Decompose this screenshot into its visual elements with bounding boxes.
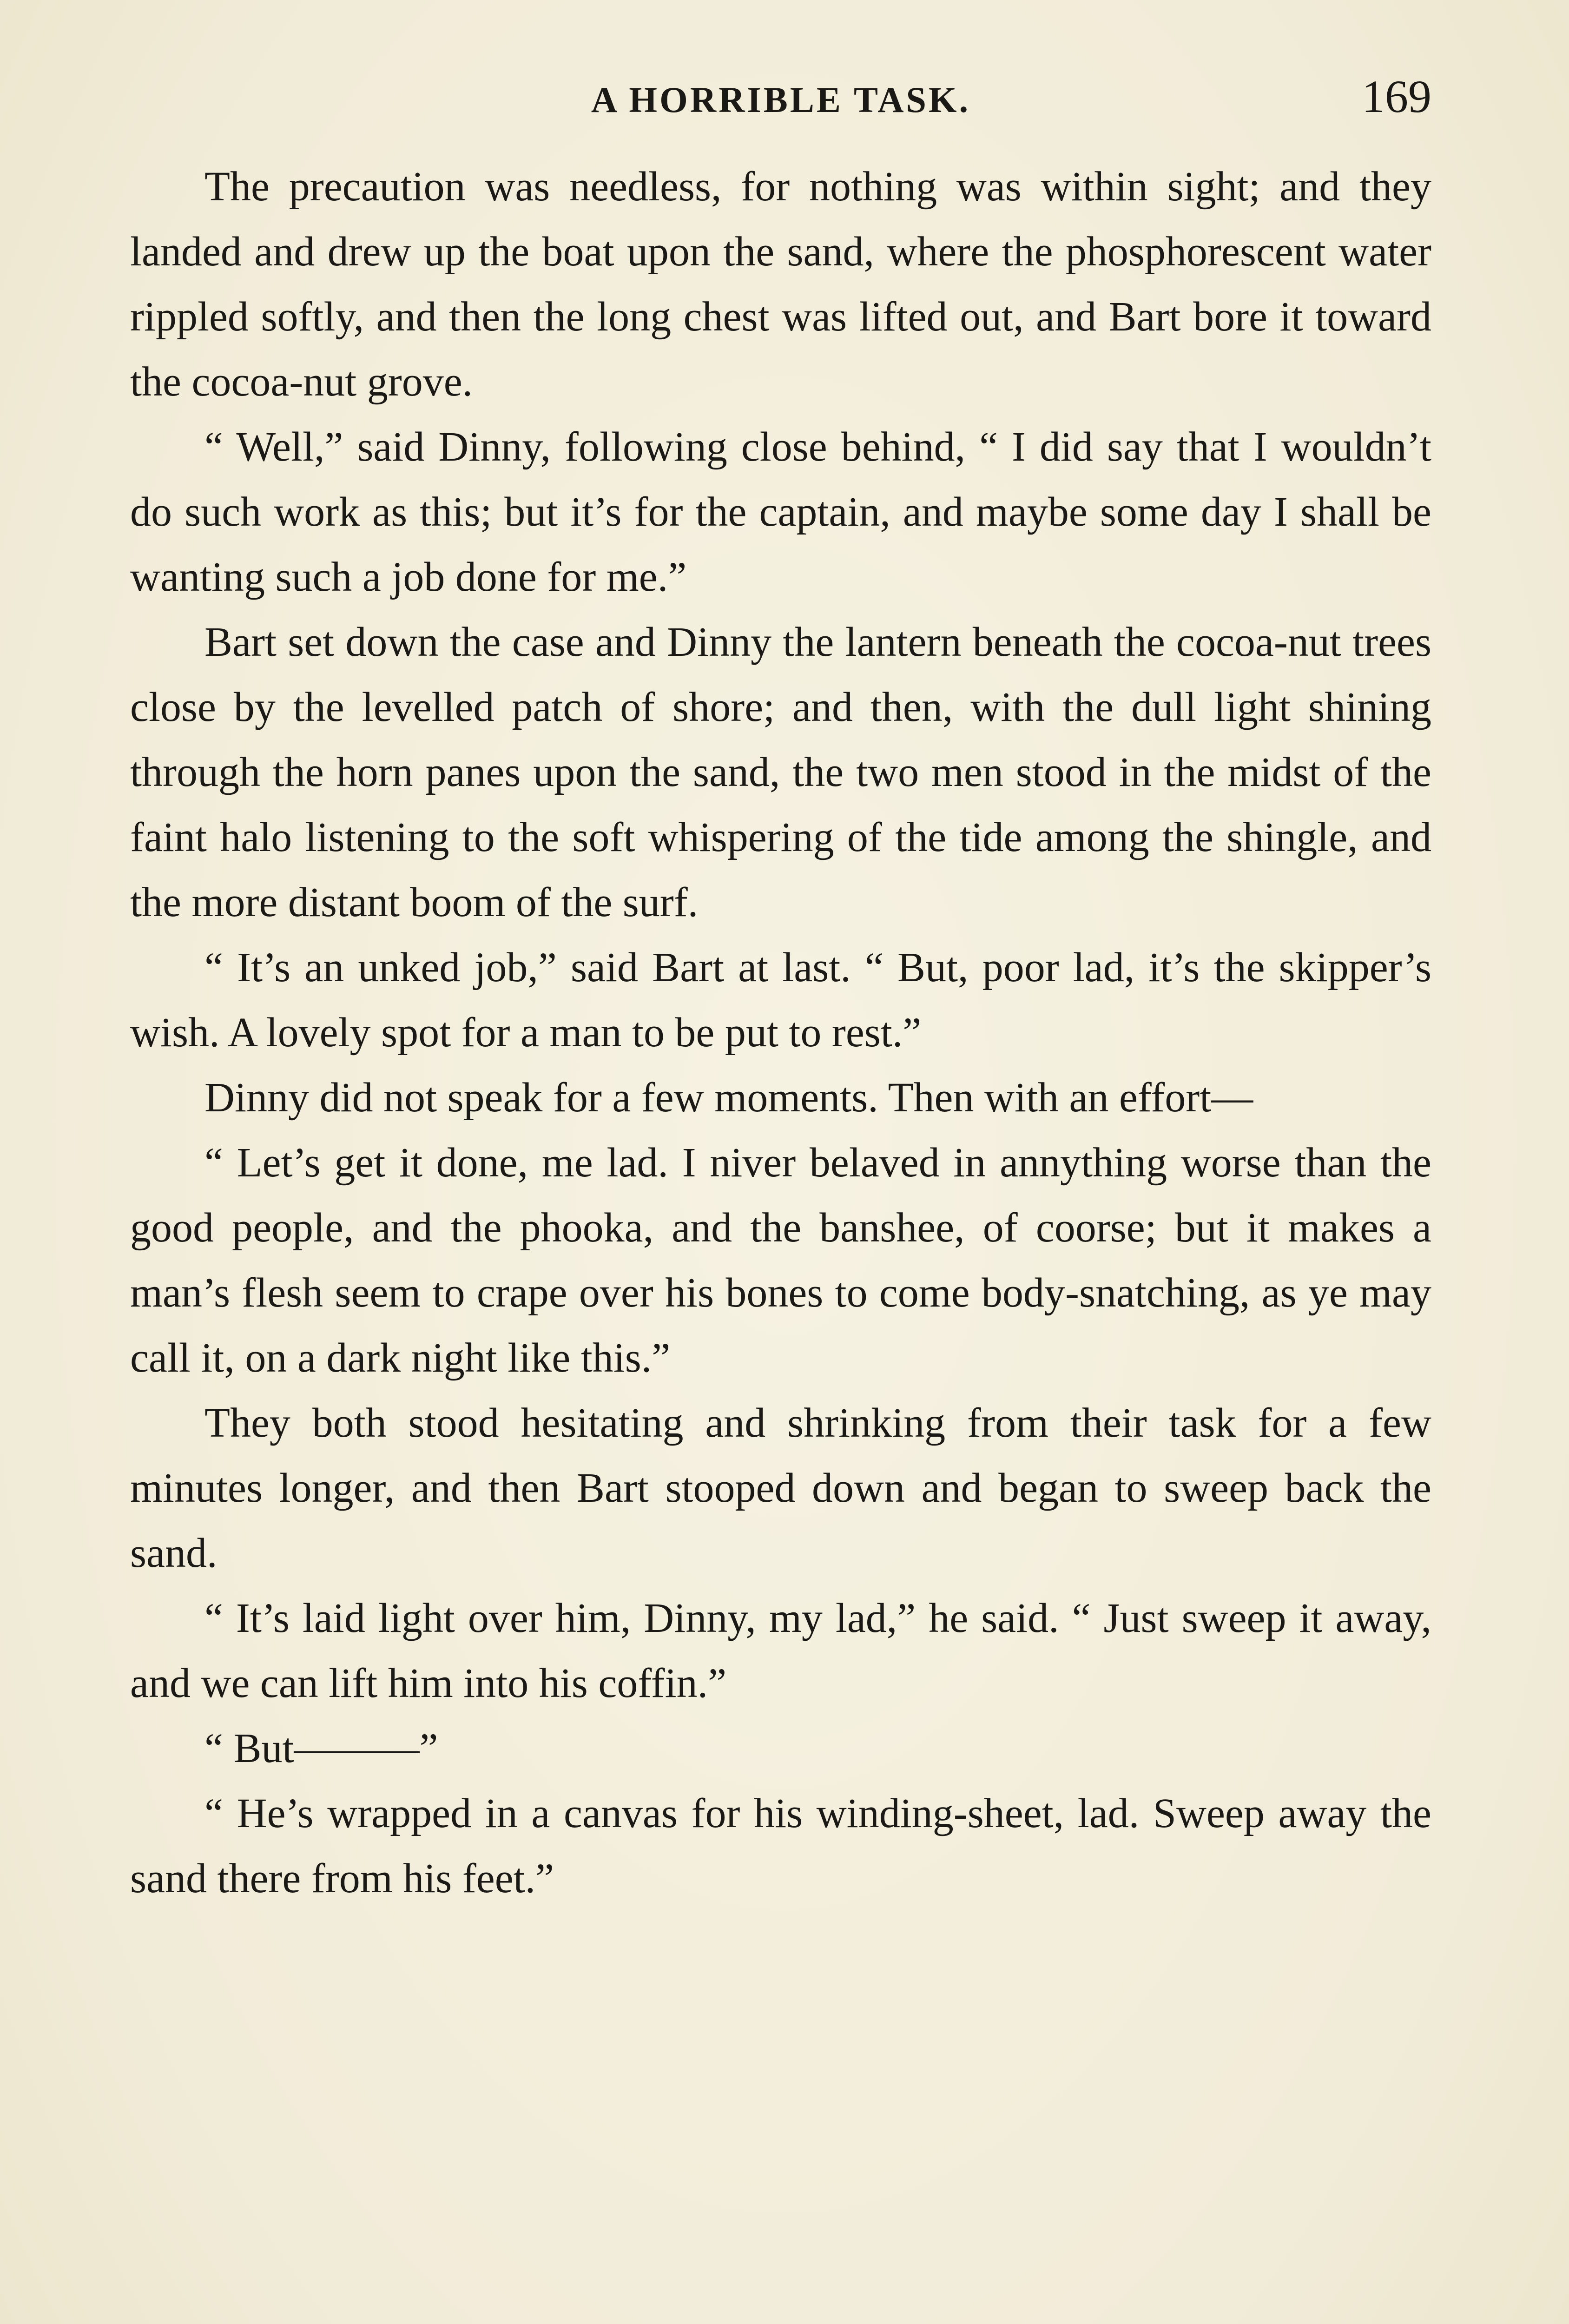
paragraph: “ But———” [204,1725,438,1771]
paragraph: They both stood hesitating and shrinking from their task for a few minutes longer, and then Bart stooped down and began to sweep back the sand. [130,1400,1431,1576]
paragraph: “ He’s wrapped in a canvas for his winding-sheet, lad. Sweep away the sand there from his feet.” [130,1790,1431,1901]
body-text [130,154,1431,1911]
paragraph: Bart set down the case and Dinny the lantern beneath the cocoa-nut trees close by the levelled patch of shore; and then, with the dull light shining through the horn panes upon the sand, the two men stood in the midst of the faint halo listening to the soft whispering of the tide among the shingle, and the more distant boom of the surf. [130,619,1431,925]
paragraph: “ Well,” said Dinny, following close behind, “ I did say that I wouldn’t do such work as this; but it’s for the captain, and maybe some day I shall be wanting such a job done for me.” [130,424,1431,600]
paragraph: “ It’s an unked job,” said Bart at last. “ But, poor lad, it’s the skipper’s wish. A lovely spot for a man to be put to rest.” [130,944,1431,1056]
paragraph: “ It’s laid light over him, Dinny, my lad,” he said. “ Just sweep it away, and we can lift him into his coffin.” [130,1595,1431,1706]
paragraph: Dinny did not speak for a few moments. Then with an effort— [204,1075,1253,1121]
paragraph: The precaution was needless, for nothing was within sight; and they landed and drew up the boat upon the sand, where the phosphorescent water rippled softly, and then the long chest was lifted out, and Bart bore it toward the cocoa-nut grove. [130,164,1431,405]
running-title: A HORRIBLE TASK. [591,79,971,120]
page-number: 169 [1362,71,1431,122]
page-header [130,70,1431,125]
paragraph: “ Let’s get it done, me lad. I niver belaved in annything worse than the good people, and the phooka, and the banshee, of coorse; but it makes a man’s flesh seem to crape over his bones to come body-snatching, as ye may call it, on a dark night like this.” [130,1140,1431,1381]
